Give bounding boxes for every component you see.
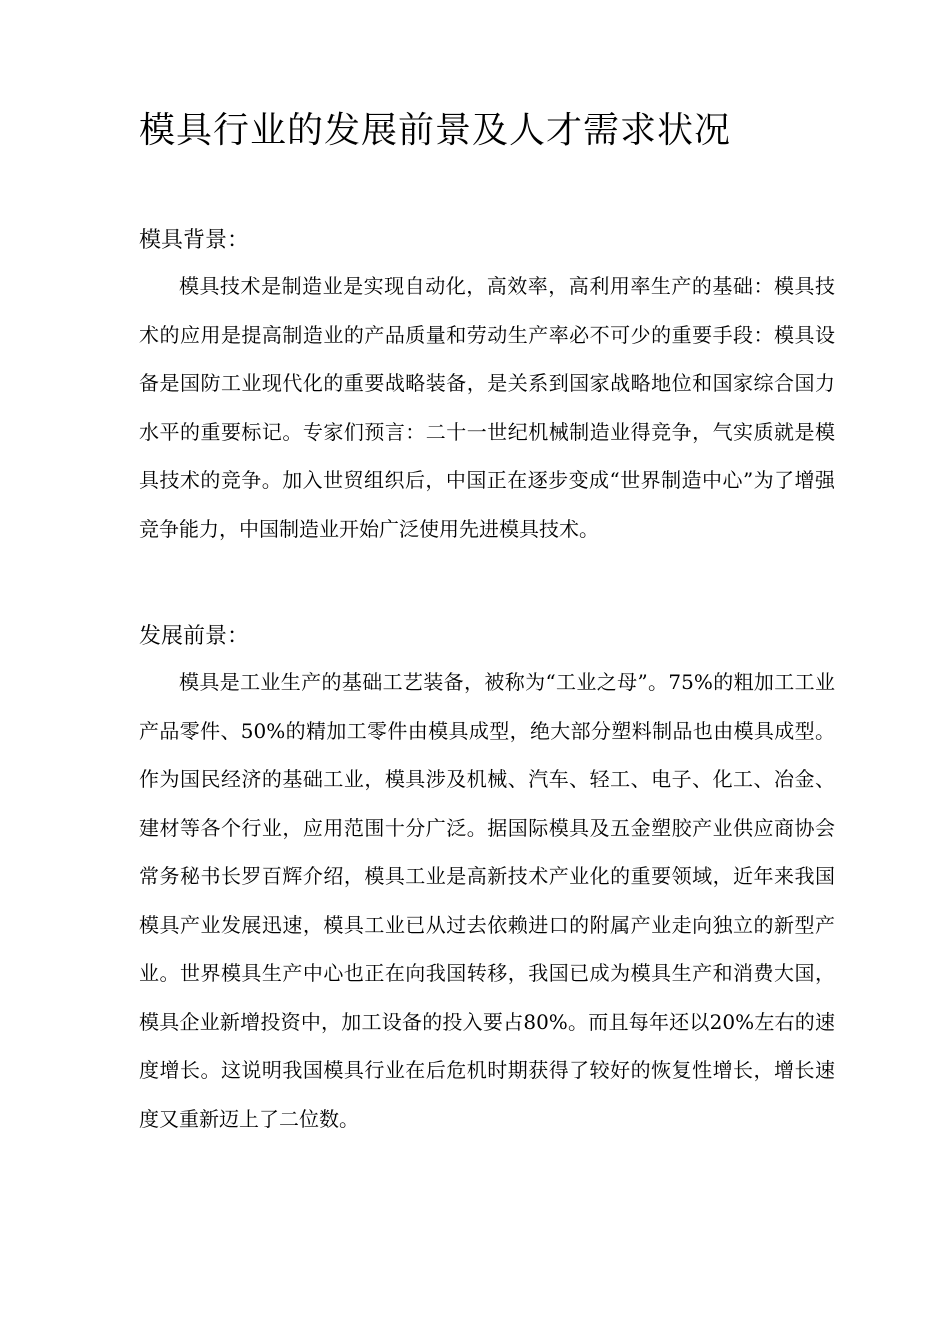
document-title: 模具行业的发展前景及人才需求状况 <box>139 110 732 151</box>
section-heading-prospects: 发展前景： <box>139 624 250 649</box>
section-paragraph-background: 模具技术是制造业是实现自动化，高效率，高利用率生产的基础：模具技术的应用是提高制造业的产品质量和劳动生产率必不可少的重要手段：模具设备是国防工业现代化的重要战略装备，是关系到国家战略地位和国家综合国力水平的重要标记。专家们预言：二十一世纪机械制造业得竞争，气实质就是模具技术的竞争。加入世贸组织后，中国正在逐步变成“世界制造中心”为了增强竞争能力，中国制造业开始广泛使用先进模具技术。 <box>139 274 835 541</box>
section-heading-background: 模具背景： <box>139 228 250 253</box>
section-paragraph-prospects: 模具是工业生产的基础工艺装备，被称为“工业之母”。75%的粗加工工业产品零件、50%的精加工零件由模具成型，绝大部分塑料制品也由模具成型。作为国民经济的基础工业，模具涉及机械、汽车、轻工、电子、化工、冶金、建材等各个行业，应用范围十分广泛。据国际模具及五金塑胶产业供应商协会常务秘书长罗百辉介绍，模具工业是高新技术产业化的重要领域，近年来我国模具产业发展迅速，模具工业已从过去依赖进口的附属产业走向独立的新型产业。世界模具生产中心也正在向我国转移，我国已成为模具生产和消费大国，模具企业新增投资中，加工设备的投入要占80%。而且每年还以20%左右的速度增长。这说明我国模具行业在后危机时期获得了较好的恢复性增长，增长速度又重新迈上了二位数。 <box>139 670 835 1131</box>
